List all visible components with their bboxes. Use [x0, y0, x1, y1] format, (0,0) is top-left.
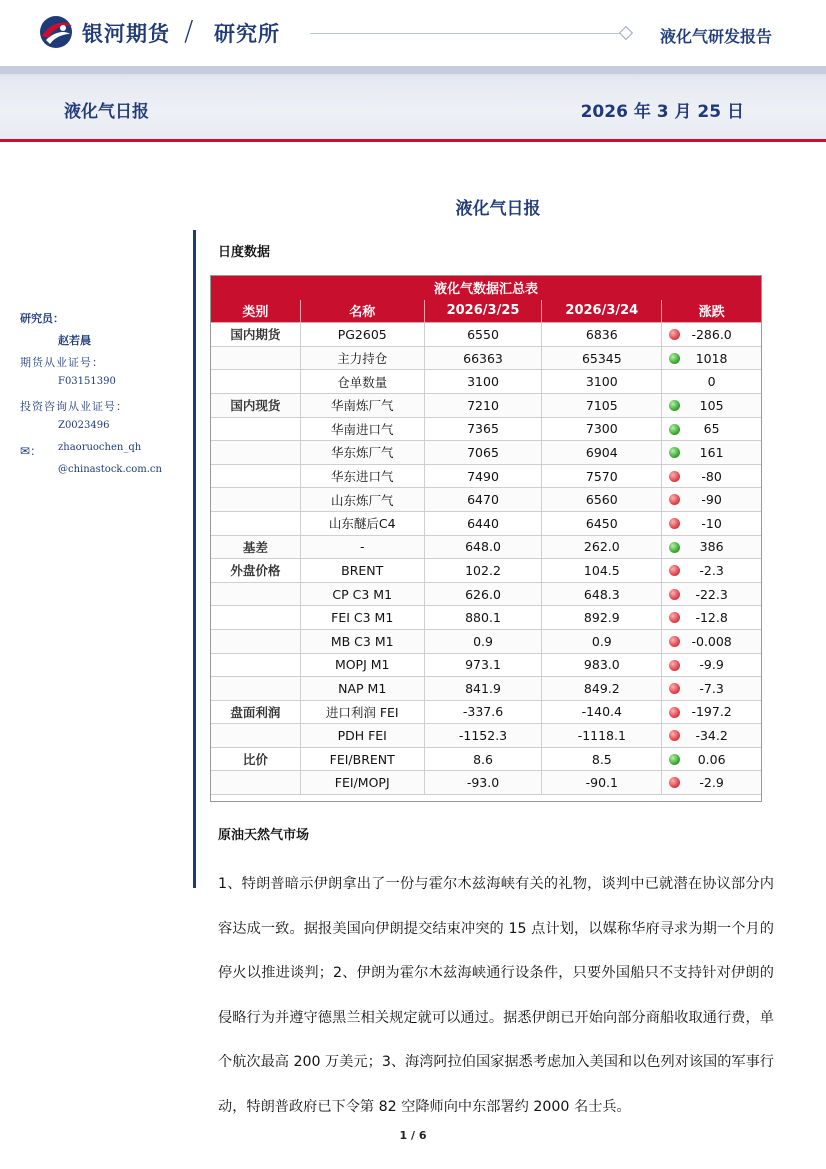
- change-value: 161: [699, 444, 724, 460]
- change-value: -9.9: [699, 657, 724, 673]
- cell-value-previous: 6904: [542, 441, 662, 465]
- cell-value-current: 8.6: [424, 747, 542, 771]
- cell-value-current: -93.0: [424, 771, 542, 795]
- column-header-change: 涨跌: [662, 299, 762, 323]
- cell-name: PDH FEI: [300, 724, 424, 748]
- change-value: -90: [701, 492, 722, 508]
- red-down-indicator-icon: [669, 660, 680, 671]
- cell-change: [662, 582, 762, 606]
- table-row: [211, 653, 762, 677]
- cell-value-current: 3100: [424, 370, 542, 394]
- cell-name: FEI/MOPJ: [300, 771, 424, 795]
- cell-value-current: 66363: [424, 346, 542, 370]
- change-value: -2.3: [699, 562, 724, 578]
- cell-value-current: 6440: [424, 511, 542, 535]
- researcher-label: 研究员：: [20, 312, 64, 325]
- red-down-indicator-icon: [669, 471, 680, 482]
- change-value: 1018: [695, 350, 728, 366]
- table-row: [211, 535, 762, 559]
- cell-category: [211, 346, 301, 370]
- cell-value-current: 7210: [424, 393, 542, 417]
- column-header-date-current: 2026/3/25: [424, 299, 542, 323]
- cell-value-current: 973.1: [424, 653, 542, 677]
- table-row: [211, 346, 762, 370]
- red-down-indicator-icon: [669, 612, 680, 623]
- red-down-indicator-icon: [669, 565, 680, 576]
- cell-value-previous: 849.2: [542, 677, 662, 701]
- section-heading-crude-gas: 原油天然气市场: [218, 828, 310, 843]
- cell-value-previous: 6560: [542, 488, 662, 512]
- cell-name: 主力持仓: [300, 346, 424, 370]
- cell-name: 山东醚后C4: [300, 511, 424, 535]
- table-row: [211, 511, 762, 535]
- change-value: -286.0: [691, 326, 732, 342]
- header-divider: [310, 33, 622, 34]
- cell-change: [662, 370, 762, 394]
- cell-name: BRENT: [300, 559, 424, 583]
- green-up-indicator-icon: [669, 353, 680, 364]
- cell-change: [662, 441, 762, 465]
- cell-value-current: 6470: [424, 488, 542, 512]
- cell-change: [662, 606, 762, 630]
- cell-value-current: 102.2: [424, 559, 542, 583]
- change-value: -197.2: [691, 704, 732, 720]
- cell-name: -: [300, 535, 424, 559]
- banner-top-bar: [0, 66, 826, 74]
- table-row: [211, 677, 762, 701]
- cell-category: [211, 606, 301, 630]
- cell-name: 山东炼厂气: [300, 488, 424, 512]
- table-row: [211, 417, 762, 441]
- cell-change: [662, 511, 762, 535]
- cell-change: [662, 629, 762, 653]
- cell-value-previous: -140.4: [542, 700, 662, 724]
- green-up-indicator-icon: [669, 754, 680, 765]
- change-value: -2.9: [699, 775, 724, 791]
- cell-name: 华东进口气: [300, 464, 424, 488]
- cell-value-previous: 0.9: [542, 629, 662, 653]
- page-header: [0, 0, 826, 66]
- cell-value-current: 648.0: [424, 535, 542, 559]
- cell-name: MB C3 M1: [300, 629, 424, 653]
- cell-category: 基差: [211, 535, 301, 559]
- cell-change: [662, 747, 762, 771]
- cell-category: [211, 653, 301, 677]
- email-line-1[interactable]: zhaoruochen_qh: [58, 442, 142, 453]
- cell-name: 华东炼厂气: [300, 441, 424, 465]
- change-value: 386: [699, 539, 724, 555]
- red-down-indicator-icon: [669, 730, 680, 741]
- cell-category: [211, 582, 301, 606]
- market-news-paragraph: 1、特朗普暗示伊朗拿出了一份与霍尔木兹海峡有关的礼物，谈判中已就潜在协议部分内容达成一致。据报美国向伊朗提交结束冲突的 15 点计划，以媒称华府寻求为期一个月的停火以推进谈判；2、伊朗为霍尔木兹海峡通行设条件，只要外国船只不支持针对伊朗的侵略行为并遵守德黑兰相关规定就可以通过。据悉伊朗已开始向部分商船收取通行费，单个航次最高 200 万美元；3、海湾阿拉伯国家据悉考虑加入美国和以色列对该国的军事行动，特朗普政府已下令第 82 空降师向中东部署约 2000 名士兵。: [218, 876, 774, 1115]
- change-value: -22.3: [695, 586, 728, 602]
- cell-category: [211, 464, 301, 488]
- cell-category: 国内期货: [211, 323, 301, 347]
- change-value: -80: [701, 468, 722, 484]
- cell-value-previous: 983.0: [542, 653, 662, 677]
- cell-category: 比价: [211, 747, 301, 771]
- red-down-indicator-icon: [669, 518, 680, 529]
- section-heading-daily-data: 日度数据: [218, 245, 271, 260]
- cell-category: [211, 629, 301, 653]
- galaxy-logo-icon: [36, 14, 76, 50]
- cell-name: 华南炼厂气: [300, 393, 424, 417]
- cell-change: [662, 653, 762, 677]
- cell-value-previous: 648.3: [542, 582, 662, 606]
- change-value: 105: [699, 397, 724, 413]
- cell-category: [211, 677, 301, 701]
- report-type: 液化气研发报告: [659, 27, 772, 46]
- cell-value-current: 6550: [424, 323, 542, 347]
- table-row: [211, 747, 762, 771]
- futures-cert-number: F03151390: [58, 376, 116, 387]
- red-down-indicator-icon: [669, 707, 680, 718]
- table-row: [211, 606, 762, 630]
- change-value: -12.8: [695, 610, 728, 626]
- cell-change: [662, 417, 762, 441]
- cell-name: 仓单数量: [300, 370, 424, 394]
- cell-name: FEI C3 M1: [300, 606, 424, 630]
- table-row: [211, 393, 762, 417]
- cell-name: PG2605: [300, 323, 424, 347]
- researcher-name: 赵若晨: [58, 334, 91, 347]
- cell-change: [662, 393, 762, 417]
- green-up-indicator-icon: [669, 424, 680, 435]
- table-row: [211, 441, 762, 465]
- banner-date: 2026 年 3 月 25 日: [580, 102, 744, 122]
- cell-value-previous: 6450: [542, 511, 662, 535]
- cell-category: [211, 370, 301, 394]
- table-row: [211, 629, 762, 653]
- cell-value-current: 7065: [424, 441, 542, 465]
- change-value: -7.3: [699, 680, 724, 696]
- change-value: -34.2: [695, 728, 728, 744]
- cell-value-previous: 7105: [542, 393, 662, 417]
- cell-value-previous: 262.0: [542, 535, 662, 559]
- sidebar-divider: [193, 230, 196, 888]
- red-down-indicator-icon: [669, 494, 680, 505]
- table-row: [211, 582, 762, 606]
- cell-value-previous: -90.1: [542, 771, 662, 795]
- cell-category: [211, 724, 301, 748]
- brand-name: 银河期货: [82, 22, 170, 46]
- cell-value-current: 880.1: [424, 606, 542, 630]
- email-row: [20, 442, 190, 464]
- cell-category: 国内现货: [211, 393, 301, 417]
- table-row: [211, 724, 762, 748]
- table-row: [211, 700, 762, 724]
- cell-value-current: -1152.3: [424, 724, 542, 748]
- cell-name: 华南进口气: [300, 417, 424, 441]
- column-header-date-previous: 2026/3/24: [542, 299, 662, 323]
- cell-name: MOPJ M1: [300, 653, 424, 677]
- banner-red-rule: [0, 139, 826, 142]
- cell-value-previous: 104.5: [542, 559, 662, 583]
- cell-value-previous: 6836: [542, 323, 662, 347]
- table-row: [211, 323, 762, 347]
- cell-value-current: 841.9: [424, 677, 542, 701]
- cell-category: [211, 441, 301, 465]
- cell-value-previous: 7300: [542, 417, 662, 441]
- change-value: 0.06: [697, 751, 726, 767]
- diamond-ornament-icon: [619, 26, 633, 40]
- red-down-indicator-icon: [669, 589, 680, 600]
- green-up-indicator-icon: [669, 542, 680, 553]
- document-title: 液化气日报: [455, 199, 541, 219]
- table-row: [211, 771, 762, 795]
- cell-value-current: 7490: [424, 464, 542, 488]
- change-value: -0.008: [691, 633, 732, 649]
- cell-change: [662, 323, 762, 347]
- change-value: -10: [701, 515, 722, 531]
- red-down-indicator-icon: [669, 636, 680, 647]
- column-header-name: 名称: [300, 299, 424, 323]
- column-header-category: 类别: [211, 299, 301, 323]
- author-sidebar: [20, 310, 190, 486]
- cell-value-previous: 7570: [542, 464, 662, 488]
- red-down-indicator-icon: [669, 683, 680, 694]
- table-row: [211, 464, 762, 488]
- cell-change: [662, 464, 762, 488]
- cell-category: [211, 511, 301, 535]
- cell-change: [662, 771, 762, 795]
- cell-name: 进口利润 FEI: [300, 700, 424, 724]
- cell-change: [662, 559, 762, 583]
- lpg-summary-table: [210, 275, 762, 795]
- table-caption: 液化气数据汇总表: [211, 276, 762, 300]
- table-row: [211, 488, 762, 512]
- brand-separator: /: [184, 14, 194, 47]
- email-line-2[interactable]: @chinastock.com.cn: [58, 464, 162, 475]
- cell-value-previous: 3100: [542, 370, 662, 394]
- cell-change: [662, 700, 762, 724]
- cell-category: 外盘价格: [211, 559, 301, 583]
- cell-value-current: -337.6: [424, 700, 542, 724]
- cell-category: [211, 488, 301, 512]
- table-row: [211, 559, 762, 583]
- cell-value-previous: 65345: [542, 346, 662, 370]
- cell-change: [662, 535, 762, 559]
- cell-name: CP C3 M1: [300, 582, 424, 606]
- cell-category: 盘面利润: [211, 700, 301, 724]
- cell-value-current: 7365: [424, 417, 542, 441]
- cell-value-current: 626.0: [424, 582, 542, 606]
- green-up-indicator-icon: [669, 400, 680, 411]
- cell-name: NAP M1: [300, 677, 424, 701]
- mail-icon: ✉：: [20, 444, 43, 458]
- cell-value-current: 0.9: [424, 629, 542, 653]
- cell-change: [662, 724, 762, 748]
- department-name: 研究所: [214, 22, 280, 46]
- cell-category: [211, 771, 301, 795]
- cell-change: [662, 488, 762, 512]
- advisory-cert-number: Z0023496: [58, 420, 110, 431]
- cell-change: [662, 677, 762, 701]
- cell-value-previous: -1118.1: [542, 724, 662, 748]
- cell-value-previous: 8.5: [542, 747, 662, 771]
- change-value: 0: [707, 374, 716, 390]
- cell-value-previous: 892.9: [542, 606, 662, 630]
- cell-name: FEI/BRENT: [300, 747, 424, 771]
- banner-title: 液化气日报: [64, 102, 149, 122]
- green-up-indicator-icon: [669, 447, 680, 458]
- table-row: [211, 370, 762, 394]
- cell-category: [211, 417, 301, 441]
- futures-cert-label: 期货从业证号：: [20, 356, 104, 369]
- red-down-indicator-icon: [669, 777, 680, 788]
- cell-change: [662, 346, 762, 370]
- change-value: 65: [703, 421, 720, 437]
- advisory-cert-label: 投资咨询从业证号：: [20, 400, 128, 413]
- page-number: 1 / 6: [399, 1129, 427, 1142]
- red-down-indicator-icon: [669, 329, 680, 340]
